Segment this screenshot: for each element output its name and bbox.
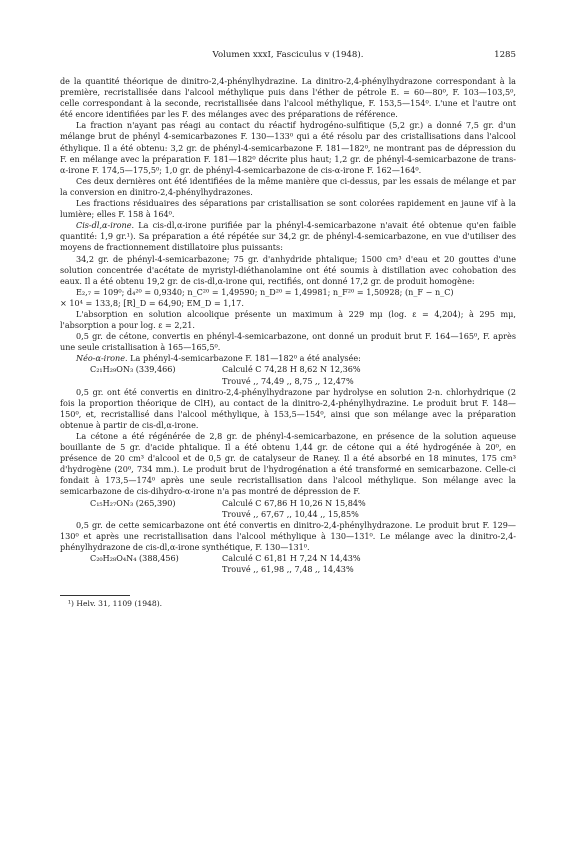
section-heading: Cis-dl,α-irone. (76, 220, 135, 231)
analysis-row (60, 564, 516, 575)
molecular-formula: C₂₁H₂₉ON₃ (339,466) (90, 364, 176, 375)
hydrolysis-paragraph: 0,5 gr. ont été convertis en dinitro-2,4-phénylhydrazone par hydrolyse en solution 2-n. chlorhydrique (2 fois la proportion théorique de ClH), au contact de la dinitro-2,4-phénylhydrazine. Le produit brut F. 148—150⁰, et, recristallisé dans l'alcool méthylique, à 153,5—154⁰, ainsi que son mélange avec la préparation obtenue à partir de cis-dl,α-irone. (60, 386, 516, 430)
physical-constants: E₂,₇ = 109⁰; d₄²⁰ = 0,9340; n_C²⁰ = 1,49590; n_D²⁰ = 1,49981; n_F²⁰ = 1,50928; (n_F − n_C) (76, 286, 454, 297)
paragraph: La fraction n'ayant pas réagi au contact du réactif hydrogéno-sulfitique (5,2 gr.) a donné 7,5 gr. d'un mélange brut de phényl 4-semicarbazones F. 130—133⁰ qui a été résolu par des cristallisations dans l'alcool éthylique. Il a été obtenu: 3,2 gr. de phényl-4-semicarbazone F. 181—182⁰, ne montrant pas de dépression du F. en mélange avec la préparation F. 181—182⁰ décrite plus haut; 1,2 gr. de phényl-4-semicarbazone de trans-α-irone F. 174,5—175,5⁰; 1,0 gr. de phényl-4-semicarbazone de cis-α-irone F. 162—164⁰. (60, 120, 516, 175)
paragraph: Ces deux dernières ont été identifiées de la même manière que ci-dessus, par les essais de mélange et par la conversion en dinitro-2,4-phénylhydrazones. (60, 175, 516, 197)
analysis-values: Trouvé ,, 61,98 ,, 7,48 ,, 14,43% (222, 564, 354, 575)
analysis-row (60, 376, 516, 387)
preparation-paragraph: 34,2 gr. de phényl-4-semicarbazone; 75 gr. d'anhydride phtalique; 1500 cm³ d'eau et 20 gouttes d'une solution concentrée d'acétate de myristyl-diéthanolamine ont été soumis à distillation avec cohobation des eaux. Il a été obtenu 19,2 gr. de cis-dl,α-irone qui, rectifiés, ont donné 17,2 gr. de produit homogène: (60, 253, 516, 286)
analysis-values: Calculé C 67,86 H 10,26 N 15,84% (222, 497, 366, 508)
analysis-row (60, 498, 516, 509)
section-heading: Néo-α-irone. (76, 353, 128, 364)
analysis-values: Calculé C 74,28 H 8,62 N 12,36% (222, 364, 361, 375)
uv-absorption: L'absorption en solution alcoolique présente un maximum à 229 mμ (log. ε = 4,204); à 295 mμ, l'absorption a pour log. ε = 2,21. (60, 308, 516, 331)
molecular-formula: C₂₀H₂₈O₄N₄ (388,456) (90, 553, 179, 564)
physical-constants-cont: × 10⁴ = 133,8; [R]_D = 64,90; EM_D = 1,17. (60, 297, 244, 308)
analysis-values: Trouvé ,, 74,49 ,, 8,75 ,, 12,47% (222, 375, 354, 386)
footnote: ¹) Helv. 31, 1109 (1948). (68, 599, 163, 609)
page (60, 50, 516, 609)
neo-irone-paragraph (60, 353, 516, 364)
dnph-paragraph: 0,5 gr. de cette semicarbazone ont été convertis en dinitro-2,4-phénylhydrazone. Le produit brut F. 129—130⁰ et après une recristallisation dans l'alcool méthylique à 130—131⁰. Le mélange avec la dinitro-2,4-phénylhydrazone de cis-dl,α-irone synthétique, F. 130—131⁰. (60, 519, 516, 552)
cis-irone-paragraph (60, 220, 516, 253)
paragraph: de la quantité théorique de dinitro-2,4-phénylhydrazine. La dinitro-2,4-phénylhydrazone correspondant à la première, recristallisée dans l'alcool méthylique puis dans l'éther de pétrole E. = 60—80⁰, F. 103—103,5⁰, celle correspondant à la seconde, recristallisée dans l'alcool méthylique, F. 153,5—154⁰. L'une et l'autre ont été encore identifiées par les F. des mélanges avec des préparations de référence. (60, 76, 516, 120)
analysis-row (60, 553, 516, 564)
analysis-values: Trouvé ,, 67,67 ,, 10,44 ,, 15,85% (222, 508, 359, 519)
molecular-formula: C₁₅H₂₇ON₃ (265,390) (90, 497, 176, 508)
analysis-row (60, 509, 516, 520)
analysis-values: Calculé C 61,81 H 7,24 N 14,43% (222, 553, 361, 564)
page-number: 1285 (494, 50, 516, 60)
footnote-divider (60, 595, 130, 596)
section-text: La cis-dl,α-irone purifiée par la phényl-4-semicarbazone n'avait été obtenue qu'en faible quantité: 1,9 gr.¹). Sa préparation a été répétée sur 34,2 gr. de phényl-4-semicarbazone, en vue d'utiliser des moyens de fractionnement distillatoire plus puissants: (60, 220, 516, 253)
hydrogenation-paragraph: La cétone a été régénérée de 2,8 gr. de phényl-4-semicarbazone, en présence de la solution aqueuse bouillante de 5 gr. d'acide phtalique. Il a été obtenu 1,44 gr. de cétone qui a été hydrogénée à 20⁰, en présence de 20 cm³ d'alcool et de 0,5 gr. de catalyseur de Raney. Il a été absorbé en 18 minutes, 175 cm³ d'hydrogène (20⁰, 734 mm.). Le produit brut de l'hydrogénation a été transformé en semicarbazone. Celle-ci fondait à 173,5—174⁰ après une seule recristallisation dans l'alcool méthylique. Son mélange avec la semicarbazone de cis-dihydro-α-irone n'a pas montré de dépression de F. (60, 431, 516, 497)
analysis-row (60, 364, 516, 375)
article-body (60, 76, 516, 609)
running-header (60, 50, 516, 64)
section-text: La phényl-4-semicarbazone F. 181—182⁰ a été analysée: (127, 353, 361, 364)
journal-title: Volumen xxxI, Fasciculus v (1948). (212, 50, 364, 60)
paragraph: Les fractions résiduaires des séparations par cristallisation se sont colorées rapidement en jaune vif à la lumière; elles F. 158 à 164⁰. (60, 198, 516, 220)
ketone-paragraph: 0,5 gr. de cétone, convertis en phényl-4-semicarbazone, ont donné un produit brut F. 164—165⁰, F. après une seule cristallisation à 165—165,5⁰. (60, 331, 516, 353)
